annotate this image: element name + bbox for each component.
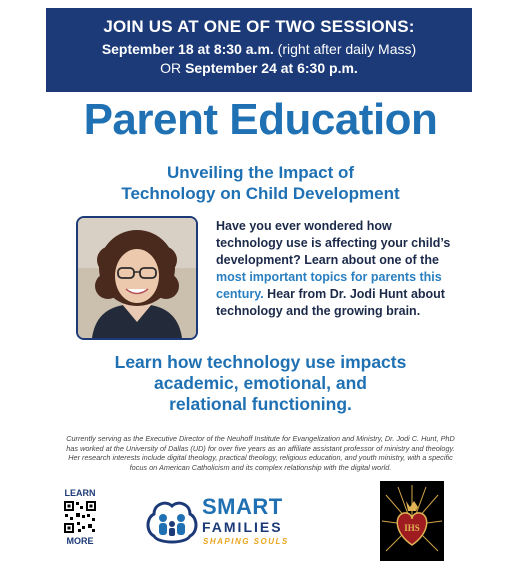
session-date-2: [46, 60, 472, 76]
date-1-note: (right after daily Mass): [273, 41, 417, 57]
qr-code-icon: [63, 500, 97, 534]
speaker-photo: [76, 216, 198, 340]
intro-text-1: Have you ever wondered how technology use is affecting your child’s development? Learn about one of the: [216, 219, 451, 267]
logo-word-families: FAMILIES: [202, 519, 283, 535]
headline-line-1: Learn how technology use impacts: [114, 352, 407, 372]
speaker-bio: Currently serving as the Executive Director of the Neuhoff Institute for Evangelization and Ministry, Dr. Jodi C. Hunt, PhD has worked at the University of Dallas (UD) for over five years as an affiliate assistant professor of ministry and theology. Her research interests include digital theology, practical theology, religious education, and youth ministry, with a specific focus on American Catholicism and its complex relationship with the digital world.: [66, 434, 455, 472]
banner-heading: JOIN US AT ONE OF TWO SESSIONS:: [103, 17, 415, 36]
session-banner: [46, 8, 472, 92]
date-2: September 24 at 6:30 p.m.: [185, 60, 358, 76]
qr-top-label: LEARN: [64, 488, 96, 498]
subtitle-line-2: Technology on Child Development: [121, 184, 400, 203]
logo-tagline: SHAPING SOULS: [203, 537, 289, 546]
intro-text-2: Hear from Dr. Jodi Hunt about technology and the growing brain.: [216, 287, 445, 318]
subtitle-line-1: Unveiling the Impact of: [166, 163, 355, 182]
or-label: OR: [160, 60, 186, 76]
session-date-1: [46, 41, 472, 57]
sacred-heart-icon: [380, 481, 444, 561]
headline-line-2: academic, emotional, and: [154, 373, 367, 393]
page-title: Parent Education: [83, 95, 438, 144]
learn-more-qr[interactable]: [58, 488, 102, 556]
headline-line-3: relational functioning.: [169, 394, 352, 414]
qr-bottom-label: MORE: [66, 536, 94, 546]
smart-families-logo: [144, 492, 344, 552]
subtitle: [60, 162, 461, 204]
date-1: September 18 at 8:30 a.m.: [101, 41, 274, 57]
sacred-heart-emblem: [380, 481, 444, 561]
logo-word-smart: SMART: [202, 494, 283, 519]
intro-paragraph: [216, 218, 456, 320]
impact-headline: [60, 352, 461, 415]
intro-highlight: most important topics for parents this century.: [216, 270, 442, 301]
family-brain-icon: [144, 496, 200, 548]
emblem-ihs: IHS: [404, 523, 420, 533]
